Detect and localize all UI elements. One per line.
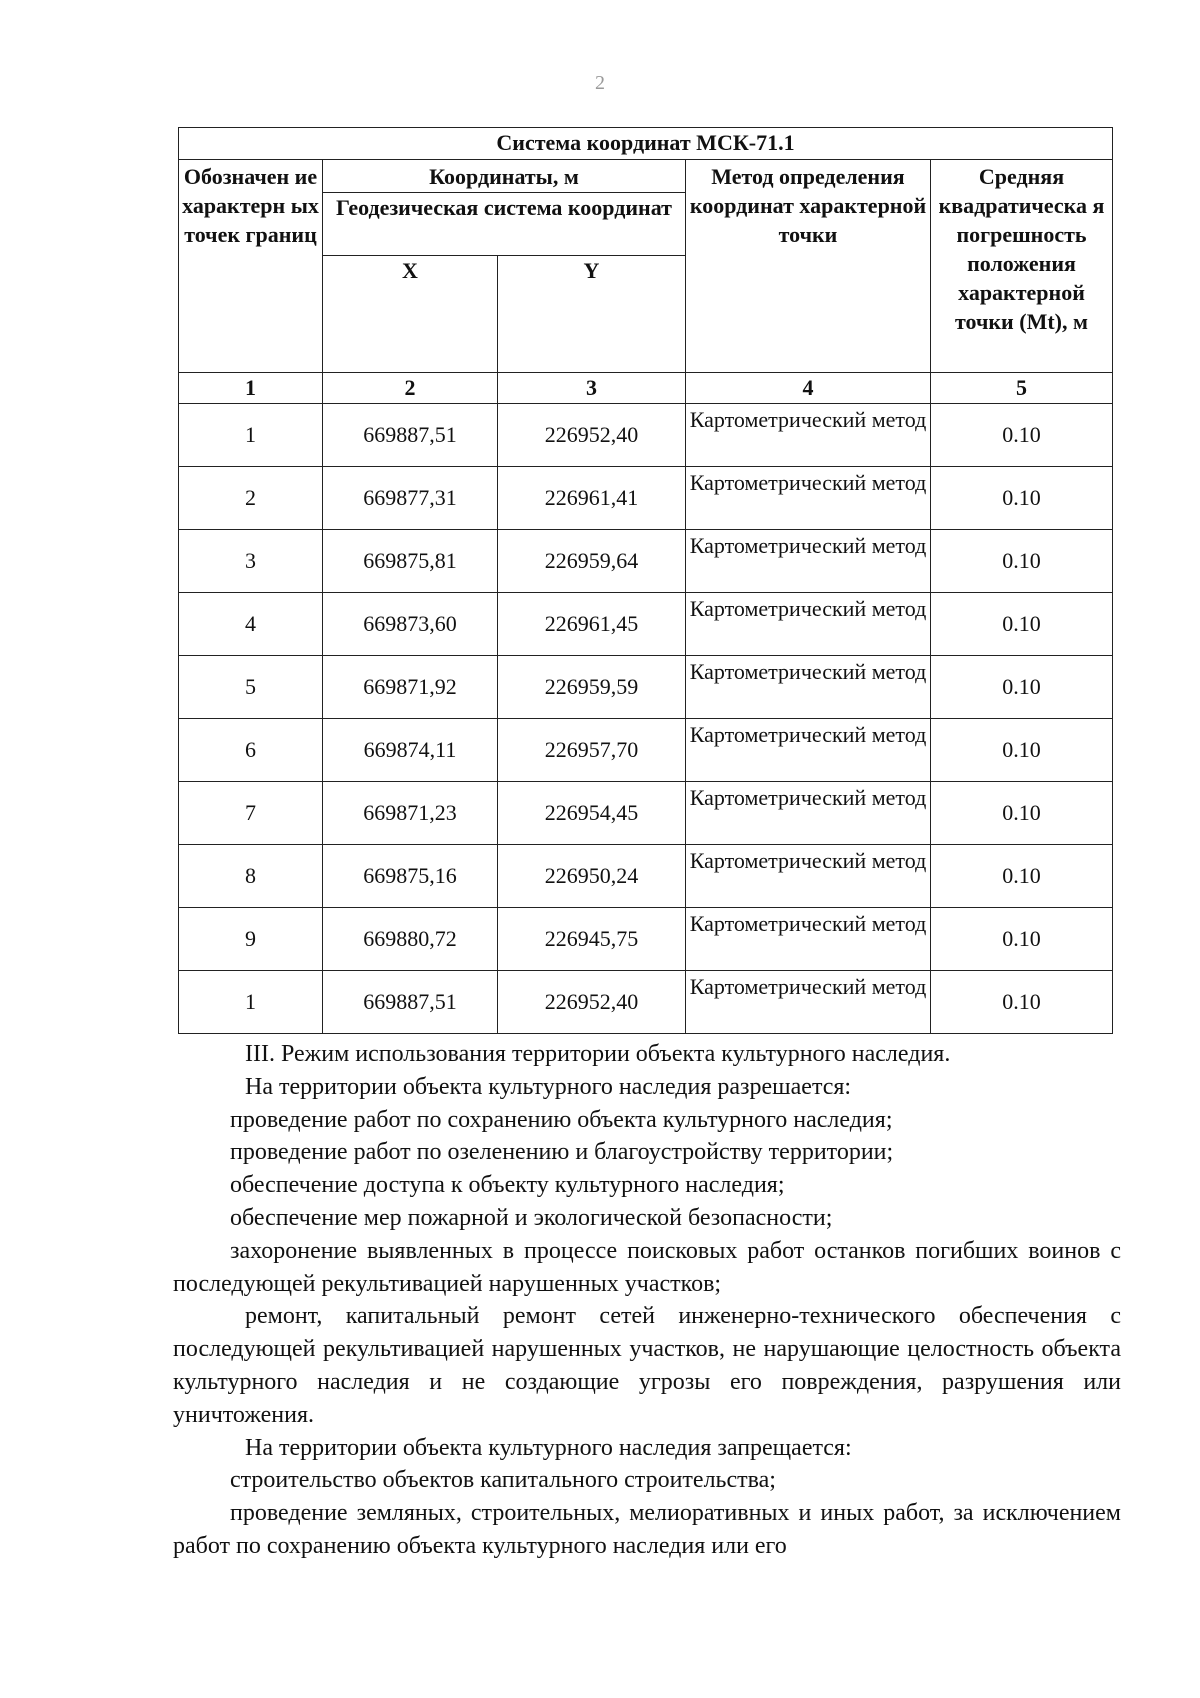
- cell-y: 226959,59: [498, 656, 686, 719]
- cell-x: 669871,92: [323, 656, 498, 719]
- allowed-item: ремонт, капитальный ремонт сетей инженерно-технического обеспечения с последующей рекультивацией нарушенных участков, не нарушающие целостность объекта культурного наследия и не создающие угрозы его повреждения, разрушения или уничтожения.: [173, 1303, 1121, 1428]
- forbidden-item: проведение земляных, строительных, мелиоративных и иных работ, за исключением работ по сохранению объекта культурного наследия или его: [173, 1500, 1121, 1559]
- cell-method: Картометрический метод: [686, 845, 931, 908]
- cell-method: Картометрический метод: [686, 530, 931, 593]
- table-row: [179, 404, 1113, 467]
- cell-y: 226961,41: [498, 467, 686, 530]
- section-heading: III. Режим использования территории объекта культурного наследия.: [245, 1041, 951, 1067]
- cell-point: 7: [179, 782, 323, 845]
- cell-x: 669877,31: [323, 467, 498, 530]
- cell-point: 5: [179, 656, 323, 719]
- cell-x: 669875,81: [323, 530, 498, 593]
- cell-y: 226952,40: [498, 404, 686, 467]
- cell-y: 226959,64: [498, 530, 686, 593]
- cell-x: 669871,23: [323, 782, 498, 845]
- cell-error: 0.10: [931, 719, 1113, 782]
- cell-method: Картометрический метод: [686, 593, 931, 656]
- cell-error: 0.10: [931, 593, 1113, 656]
- page-number: 2: [595, 72, 605, 94]
- col-number: 3: [498, 373, 686, 404]
- cell-point: 4: [179, 593, 323, 656]
- cell-y: 226961,45: [498, 593, 686, 656]
- table-row: [179, 845, 1113, 908]
- cell-point: 1: [179, 971, 323, 1034]
- cell-x: 669874,11: [323, 719, 498, 782]
- cell-error: 0.10: [931, 404, 1113, 467]
- col-x-header: X: [323, 256, 498, 373]
- table-row: [179, 719, 1113, 782]
- cell-method: Картометрический метод: [686, 656, 931, 719]
- cell-point: 8: [179, 845, 323, 908]
- table-row: [179, 467, 1113, 530]
- cell-method: Картометрический метод: [686, 971, 931, 1034]
- cell-point: 1: [179, 404, 323, 467]
- table-row: [179, 656, 1113, 719]
- cell-method: Картометрический метод: [686, 719, 931, 782]
- col-point-header: Обозначен ие характерн ых точек границ: [179, 160, 323, 373]
- cell-x: 669873,60: [323, 593, 498, 656]
- cell-method: Картометрический метод: [686, 404, 931, 467]
- cell-method: Картометрический метод: [686, 908, 931, 971]
- allowed-item: захоронение выявленных в процессе поисковых работ останков погибших воинов с последующей рекультивацией нарушенных участков;: [173, 1237, 1121, 1297]
- cell-point: 6: [179, 719, 323, 782]
- table-row: [179, 782, 1113, 845]
- allowed-item: проведение работ по сохранению объекта культурного наследия;: [230, 1106, 893, 1133]
- cell-x: 669880,72: [323, 908, 498, 971]
- cell-y: 226952,40: [498, 971, 686, 1034]
- cell-error: 0.10: [931, 845, 1113, 908]
- coordinates-table: [178, 127, 1113, 1034]
- cell-point: 9: [179, 908, 323, 971]
- table-row: [179, 908, 1113, 971]
- table-title: Система координат МСК-71.1: [179, 128, 1113, 160]
- cell-error: 0.10: [931, 467, 1113, 530]
- allowed-item: обеспечение мер пожарной и экологической безопасности;: [230, 1204, 833, 1231]
- body-text: [173, 1038, 1121, 1563]
- forbidden-item: строительство объектов капитального строительства;: [230, 1467, 776, 1494]
- col-number: 2: [323, 373, 498, 404]
- col-error-header: Средняя квадратическа я погрешность положения характерной точки (Mt), м: [931, 160, 1113, 373]
- cell-error: 0.10: [931, 530, 1113, 593]
- cell-point: 2: [179, 467, 323, 530]
- table-row: [179, 593, 1113, 656]
- cell-x: 669887,51: [323, 971, 498, 1034]
- cell-point: 3: [179, 530, 323, 593]
- allowed-item: обеспечение доступа к объекту культурного наследия;: [230, 1172, 785, 1199]
- cell-method: Картометрический метод: [686, 782, 931, 845]
- allowed-intro: На территории объекта культурного наследия разрешается:: [245, 1073, 852, 1100]
- cell-error: 0.10: [931, 971, 1113, 1034]
- col-number: 1: [179, 373, 323, 404]
- col-number: 5: [931, 373, 1113, 404]
- cell-error: 0.10: [931, 656, 1113, 719]
- col-coords-header: Координаты, м: [323, 160, 686, 193]
- cell-error: 0.10: [931, 908, 1113, 971]
- forbidden-intro: На территории объекта культурного наследия запрещается:: [245, 1434, 852, 1461]
- table-row: [179, 530, 1113, 593]
- cell-x: 669887,51: [323, 404, 498, 467]
- cell-method: Картометрический метод: [686, 467, 931, 530]
- cell-y: 226950,24: [498, 845, 686, 908]
- cell-error: 0.10: [931, 782, 1113, 845]
- cell-y: 226954,45: [498, 782, 686, 845]
- col-method-header: Метод определения координат характерной точки: [686, 160, 931, 373]
- table-row: [179, 971, 1113, 1034]
- col-y-header: Y: [498, 256, 686, 373]
- col-geodetic-header: Геодезическая система координат: [323, 193, 686, 256]
- allowed-item: проведение работ по озеленению и благоустройству территории;: [230, 1139, 894, 1166]
- table-body: [179, 404, 1113, 1034]
- col-number: 4: [686, 373, 931, 404]
- cell-x: 669875,16: [323, 845, 498, 908]
- cell-y: 226945,75: [498, 908, 686, 971]
- cell-y: 226957,70: [498, 719, 686, 782]
